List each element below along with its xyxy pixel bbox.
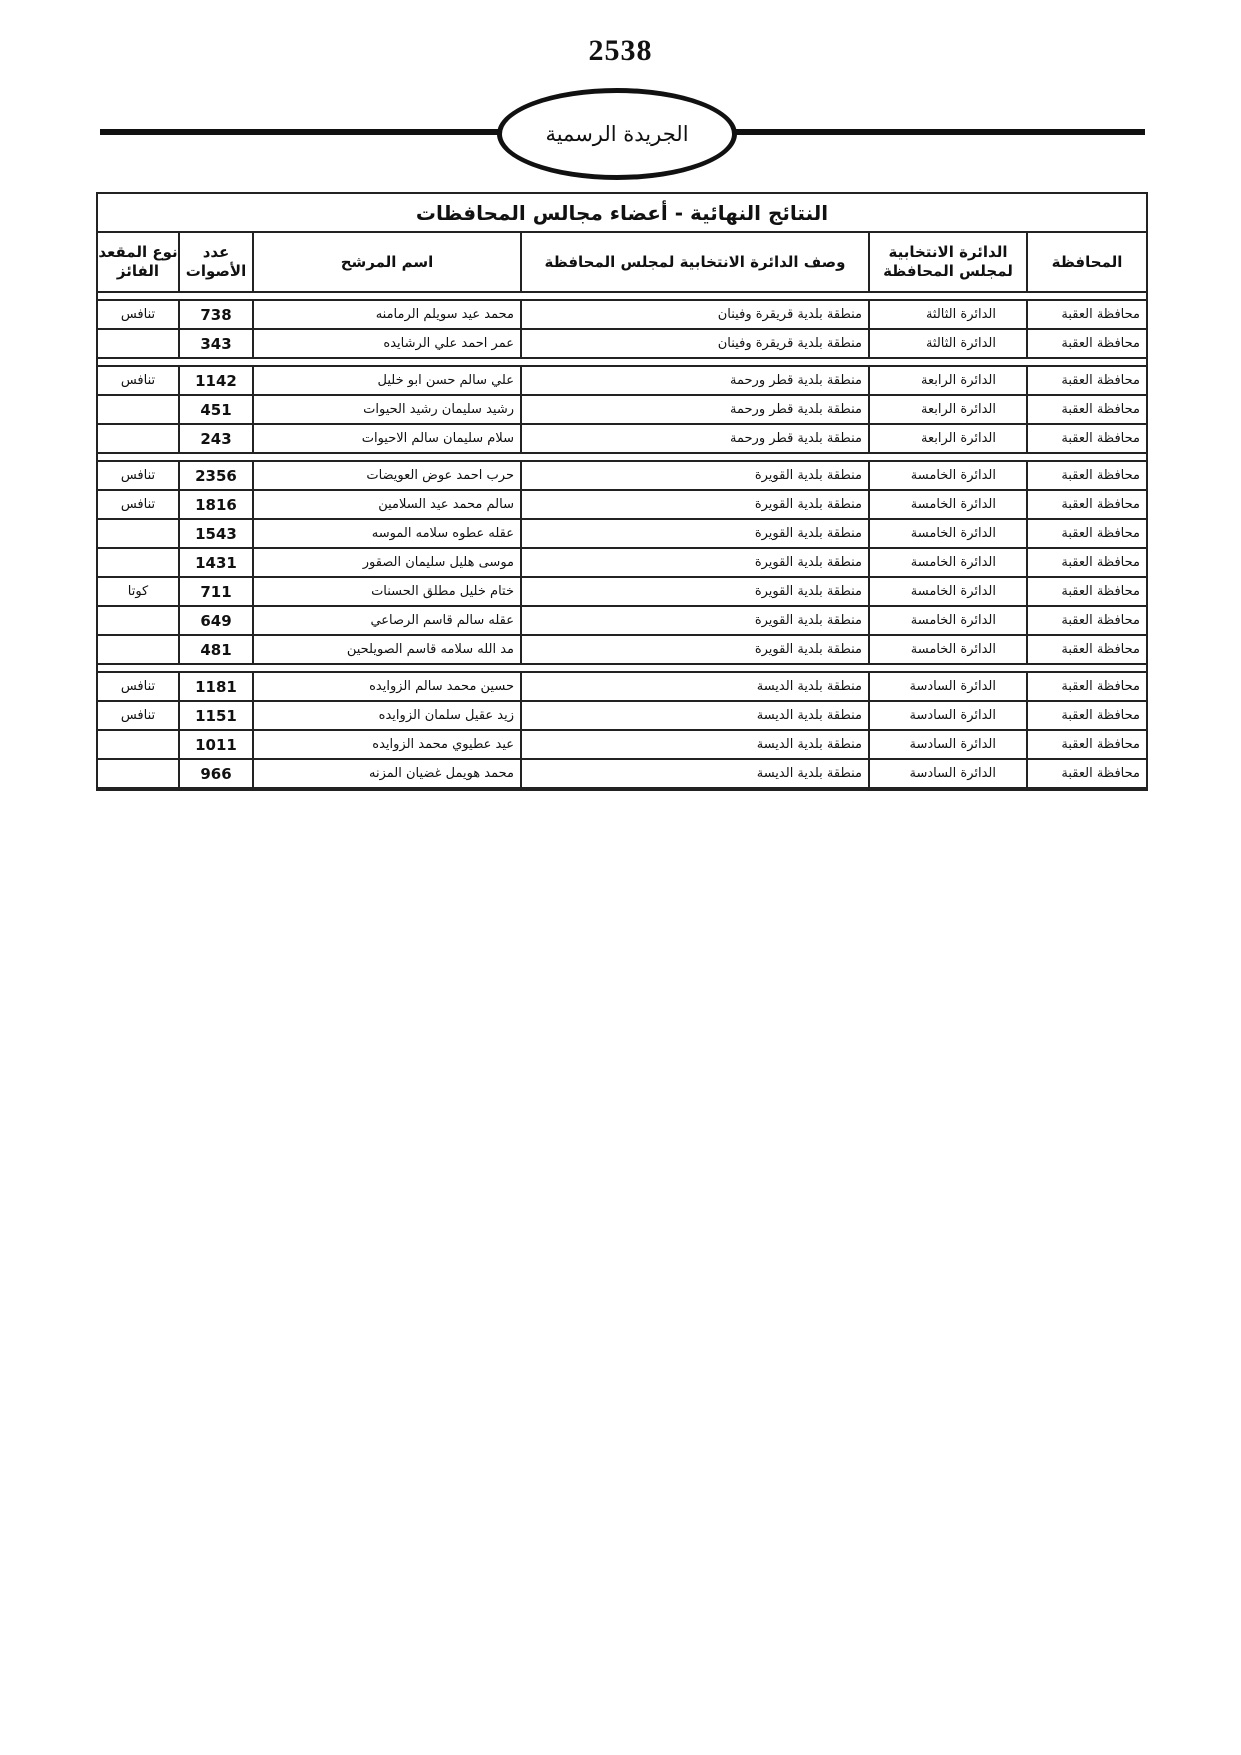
cell-district: الدائرة الخامسة xyxy=(868,491,1026,518)
cell-governorate: محافظة العقبة xyxy=(1026,760,1146,787)
cell-area: منطقة بلدية القويرة xyxy=(520,491,868,518)
cell-seat-type: تنافس xyxy=(120,679,156,694)
cell-candidate: موسى هليل سليمان الصقور xyxy=(252,549,520,576)
cell-district: الدائرة الرابعة xyxy=(868,396,1026,423)
page-number: 2538 xyxy=(588,34,653,67)
table-row xyxy=(98,367,1146,396)
cell-seat-type xyxy=(98,330,178,357)
cell-seat-type xyxy=(98,520,178,547)
cell-district: الدائرة السادسة xyxy=(868,702,1026,729)
cell-area: منطقة بلدية قريقرة وفينان xyxy=(520,330,868,357)
cell-seat-type: تنافس xyxy=(120,373,156,388)
cell-governorate: محافظة العقبة xyxy=(1026,396,1146,423)
cell-votes: 738 xyxy=(178,301,252,328)
cell-candidate: محمد عيد سويلم الرمامنه xyxy=(252,301,520,328)
cell-seat-type: تنافس xyxy=(120,307,156,322)
table-row xyxy=(98,301,1146,330)
cell-seat-type: كوتا xyxy=(127,584,149,599)
cell-governorate: محافظة العقبة xyxy=(1026,636,1146,663)
cell-area: منطقة بلدية القويرة xyxy=(520,636,868,663)
table-row xyxy=(98,549,1146,578)
cell-district: الدائرة الخامسة xyxy=(868,607,1026,634)
cell-district: الدائرة الرابعة xyxy=(868,367,1026,394)
cell-governorate: محافظة العقبة xyxy=(1026,425,1146,452)
cell-district: الدائرة الثالثة xyxy=(868,301,1026,328)
cell-district: الدائرة السادسة xyxy=(868,731,1026,758)
cell-area: منطقة بلدية القويرة xyxy=(520,520,868,547)
cell-governorate: محافظة العقبة xyxy=(1026,578,1146,605)
cell-district: الدائرة الخامسة xyxy=(868,462,1026,489)
header-candidate: اسم المرشح xyxy=(252,233,520,291)
table-header-row xyxy=(98,233,1146,293)
cell-district: الدائرة الرابعة xyxy=(868,425,1026,452)
district-group xyxy=(98,365,1146,454)
table-row xyxy=(98,731,1146,760)
table-title: النتائج النهائية - أعضاء مجالس المحافظات xyxy=(98,194,1146,233)
cell-governorate: محافظة العقبة xyxy=(1026,462,1146,489)
table-row xyxy=(98,760,1146,789)
cell-area: منطقة بلدية القويرة xyxy=(520,549,868,576)
cell-governorate: محافظة العقبة xyxy=(1026,520,1146,547)
masthead-rule-right xyxy=(735,129,1145,135)
header-seat-type: نوع المقعد الفائز xyxy=(98,243,178,280)
cell-candidate: رشيد سليمان رشيد الحيوات xyxy=(252,396,520,423)
cell-seat-type xyxy=(98,549,178,576)
cell-area: منطقة بلدية الديسة xyxy=(520,731,868,758)
cell-area: منطقة بلدية القويرة xyxy=(520,578,868,605)
cell-seat-type: تنافس xyxy=(120,708,156,723)
cell-votes: 649 xyxy=(178,607,252,634)
cell-candidate: حسين محمد سالم الزوايده xyxy=(252,673,520,700)
cell-area: منطقة بلدية الديسة xyxy=(520,673,868,700)
table-row xyxy=(98,491,1146,520)
cell-candidate: سالم محمد عيد السلامين xyxy=(252,491,520,518)
cell-votes: 1011 xyxy=(178,731,252,758)
cell-area: منطقة بلدية الديسة xyxy=(520,760,868,787)
table-row xyxy=(98,396,1146,425)
header-governorate: المحافظة xyxy=(1026,233,1146,291)
cell-seat-type xyxy=(98,607,178,634)
header-votes: عدد الأصوات xyxy=(178,233,252,291)
district-group xyxy=(98,460,1146,665)
table-row xyxy=(98,673,1146,702)
masthead-oval xyxy=(497,88,737,180)
cell-seat-type xyxy=(98,396,178,423)
cell-governorate: محافظة العقبة xyxy=(1026,301,1146,328)
cell-governorate: محافظة العقبة xyxy=(1026,330,1146,357)
cell-district: الدائرة السادسة xyxy=(868,760,1026,787)
cell-seat-type: تنافس xyxy=(120,497,156,512)
cell-candidate: عقله عطوه سلامه الموسه xyxy=(252,520,520,547)
cell-votes: 343 xyxy=(178,330,252,357)
cell-seat-type xyxy=(98,636,178,663)
cell-area: منطقة بلدية الديسة xyxy=(520,702,868,729)
cell-votes: 451 xyxy=(178,396,252,423)
cell-candidate: محمد هويمل غضيان المزنه xyxy=(252,760,520,787)
cell-candidate: عمر احمد علي الرشايده xyxy=(252,330,520,357)
masthead-rule-left xyxy=(100,129,500,135)
cell-seat-type: تنافس xyxy=(120,468,156,483)
header-district: الدائرة الانتخابية لمجلس المحافظة xyxy=(868,233,1026,291)
cell-votes: 1816 xyxy=(178,491,252,518)
cell-votes: 1431 xyxy=(178,549,252,576)
cell-seat-type xyxy=(98,760,178,787)
table-row xyxy=(98,636,1146,665)
cell-votes: 966 xyxy=(178,760,252,787)
cell-district: الدائرة الخامسة xyxy=(868,636,1026,663)
cell-district: الدائرة السادسة xyxy=(868,673,1026,700)
cell-area: منطقة بلدية قريقرة وفينان xyxy=(520,301,868,328)
table-row xyxy=(98,462,1146,491)
table-row xyxy=(98,702,1146,731)
cell-governorate: محافظة العقبة xyxy=(1026,607,1146,634)
district-group xyxy=(98,671,1146,789)
cell-area: منطقة بلدية القويرة xyxy=(520,607,868,634)
cell-votes: 243 xyxy=(178,425,252,452)
district-group xyxy=(98,299,1146,359)
table-row xyxy=(98,330,1146,359)
cell-governorate: محافظة العقبة xyxy=(1026,549,1146,576)
cell-area: منطقة بلدية قطر ورحمة xyxy=(520,367,868,394)
table-row xyxy=(98,520,1146,549)
cell-candidate: مد الله سلامه قاسم الصويلحين xyxy=(252,636,520,663)
cell-governorate: محافظة العقبة xyxy=(1026,702,1146,729)
cell-seat-type xyxy=(98,731,178,758)
cell-candidate: علي سالم حسن ابو خليل xyxy=(252,367,520,394)
cell-area: منطقة بلدية القويرة xyxy=(520,462,868,489)
cell-governorate: محافظة العقبة xyxy=(1026,673,1146,700)
cell-district: الدائرة الخامسة xyxy=(868,578,1026,605)
cell-governorate: محافظة العقبة xyxy=(1026,367,1146,394)
cell-candidate: سلام سليمان سالم الاحيوات xyxy=(252,425,520,452)
cell-seat-type xyxy=(98,425,178,452)
cell-district: الدائرة الخامسة xyxy=(868,520,1026,547)
table-row xyxy=(98,607,1146,636)
cell-votes: 481 xyxy=(178,636,252,663)
cell-candidate: عيد عطيوي محمد الزوايده xyxy=(252,731,520,758)
cell-candidate: عقله سالم قاسم الرصاعي xyxy=(252,607,520,634)
cell-votes: 711 xyxy=(178,578,252,605)
cell-candidate: ختام خليل مطلق الحسنات xyxy=(252,578,520,605)
table-row xyxy=(98,578,1146,607)
cell-governorate: محافظة العقبة xyxy=(1026,731,1146,758)
header-area: وصف الدائرة الانتخابية لمجلس المحافظة xyxy=(520,233,868,291)
table-row xyxy=(98,425,1146,454)
cell-votes: 1181 xyxy=(178,673,252,700)
results-groups xyxy=(98,299,1146,789)
cell-area: منطقة بلدية قطر ورحمة xyxy=(520,425,868,452)
masthead-title: الجريدة الرسمية xyxy=(545,122,689,146)
cell-candidate: زيد عقيل سلمان الزوايده xyxy=(252,702,520,729)
cell-area: منطقة بلدية قطر ورحمة xyxy=(520,396,868,423)
cell-candidate: حرب احمد عوض العويضات xyxy=(252,462,520,489)
cell-governorate: محافظة العقبة xyxy=(1026,491,1146,518)
cell-votes: 1151 xyxy=(178,702,252,729)
cell-district: الدائرة الثالثة xyxy=(868,330,1026,357)
results-table xyxy=(96,192,1148,791)
cell-district: الدائرة الخامسة xyxy=(868,549,1026,576)
cell-votes: 1543 xyxy=(178,520,252,547)
cell-votes: 1142 xyxy=(178,367,252,394)
cell-votes: 2356 xyxy=(178,462,252,489)
